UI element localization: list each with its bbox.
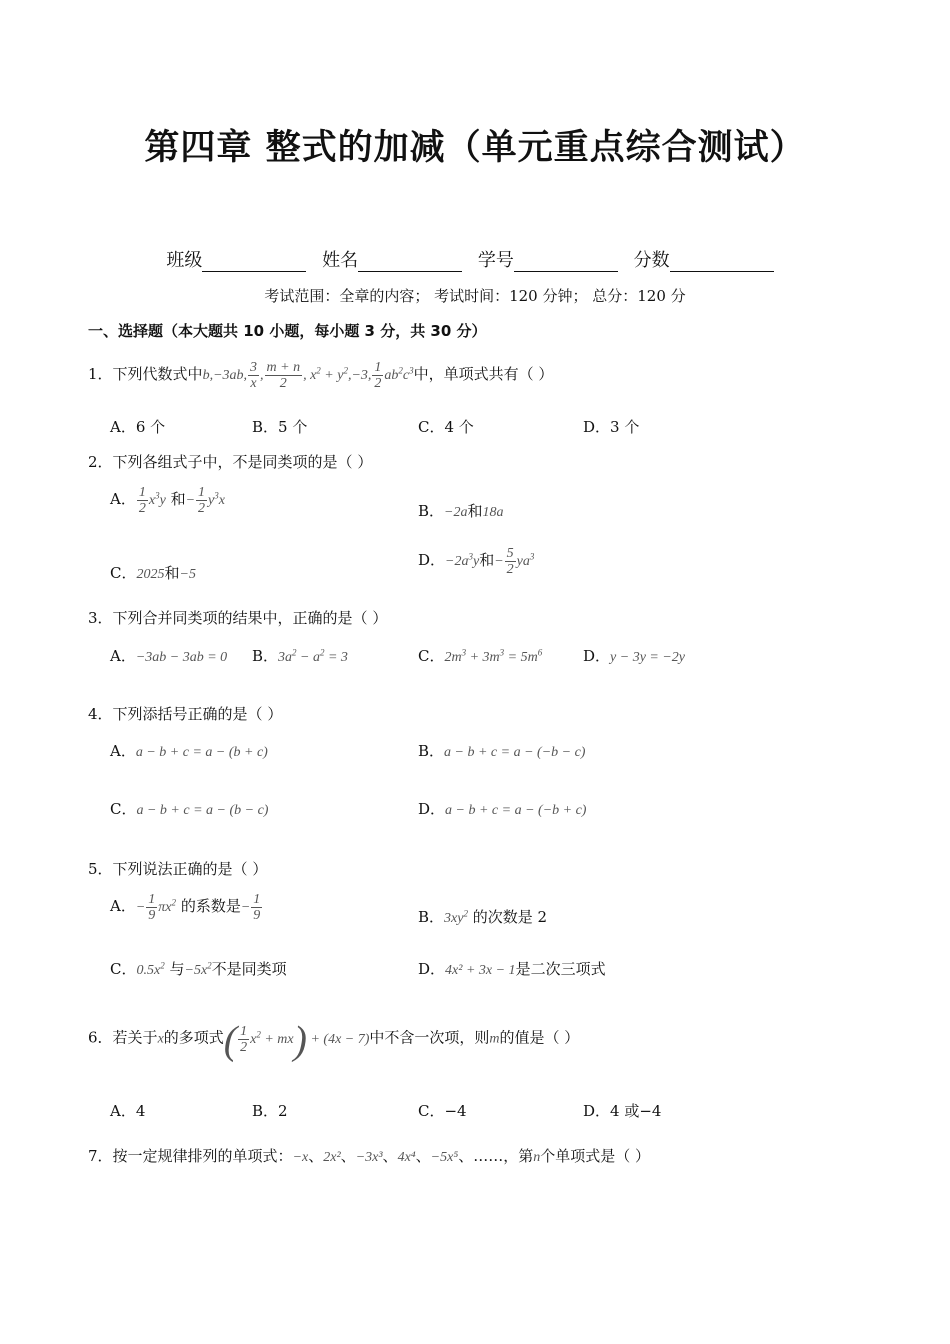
q7-term: −x bbox=[292, 1150, 309, 1165]
q6-mid: 的多项式 bbox=[163, 1028, 224, 1047]
q7-term: −5x⁵ bbox=[430, 1150, 459, 1165]
q6-option-d[interactable] bbox=[583, 1100, 661, 1121]
q5-a-label: A． bbox=[110, 897, 136, 916]
q6-option-a[interactable]: A．4 bbox=[110, 1102, 146, 1120]
q5-c-expr1: 0.5x bbox=[136, 963, 161, 978]
q6-d-label: D．4 或 bbox=[583, 1102, 640, 1120]
q6-m: m bbox=[489, 1031, 500, 1047]
q4-option-a[interactable] bbox=[110, 740, 268, 761]
q4-b-expr: a − b + c = a − (−b − c) bbox=[444, 745, 586, 760]
q4-d-expr: a − b + c = a − (−b + c) bbox=[445, 803, 587, 818]
q2-c-label: C． bbox=[110, 564, 137, 582]
q4-d-label: D． bbox=[418, 800, 446, 818]
q5-c-expr2: −5x bbox=[184, 963, 208, 978]
q6-c-value: −4 bbox=[444, 1102, 467, 1120]
q2-option-a[interactable]: A． $\frac{1}{2}$ $x^3y$ 和− $\frac{1}{2}$ $y^3x$ bbox=[110, 485, 225, 517]
q4-option-b[interactable] bbox=[418, 740, 585, 761]
q7-sep: 、 bbox=[458, 1147, 474, 1165]
q3-d-label: D． bbox=[583, 647, 611, 665]
q3-c-label: C． bbox=[418, 647, 445, 665]
q6-end: 的值是（ ） bbox=[499, 1028, 580, 1047]
name-label: 姓名 bbox=[322, 250, 359, 271]
q3-option-b[interactable]: B．$3a^2 - a^2 = 3$ bbox=[252, 647, 348, 665]
q2-d-and: 和 bbox=[479, 551, 495, 570]
q3-b-label: B． bbox=[252, 647, 279, 665]
question-6 bbox=[88, 1016, 579, 1063]
q4-option-c[interactable] bbox=[110, 798, 268, 819]
q7-term: 2x² bbox=[323, 1150, 341, 1165]
question-3: 3．下列合并同类项的结果中，正确的是（ ） bbox=[88, 609, 388, 627]
question-5: 5．下列说法正确的是（ ） bbox=[88, 860, 268, 878]
id-blank[interactable] bbox=[514, 253, 618, 272]
q7-sep: 、 bbox=[340, 1147, 356, 1165]
q5-c-label: C． bbox=[110, 960, 137, 978]
class-blank[interactable] bbox=[202, 253, 306, 272]
q2-c-expr1: 2025 bbox=[136, 567, 165, 582]
q5-option-d[interactable] bbox=[418, 958, 606, 979]
q2-a-label: A． bbox=[110, 490, 136, 509]
q5-c-text: 不是同类项 bbox=[211, 960, 287, 978]
q7-sep: 、 bbox=[382, 1147, 398, 1165]
q3-d-expr: y − 3y = −2y bbox=[610, 650, 686, 665]
q6-post: 中不含一次项，则 bbox=[369, 1028, 490, 1047]
q6-option-c[interactable] bbox=[418, 1100, 467, 1121]
q1-option-c[interactable]: C．4 个 bbox=[418, 418, 474, 436]
score-label: 分数 bbox=[633, 250, 670, 271]
q6-option-b[interactable]: B．2 bbox=[252, 1102, 288, 1120]
q2-c-and: 和 bbox=[164, 564, 180, 582]
q6-var: x bbox=[157, 1031, 164, 1047]
q5-c-and: 与 bbox=[169, 960, 185, 978]
q7-post: 个单项式是（ ） bbox=[540, 1147, 651, 1165]
q5-b-label: B． bbox=[418, 908, 445, 926]
q5-option-c[interactable]: C．$0.5x^2$ 与$-5x^2$不是同类项 bbox=[110, 960, 287, 978]
q4-a-expr: a − b + c = a − (b + c) bbox=[135, 745, 268, 760]
q4-c-expr: a − b + c = a − (b − c) bbox=[136, 803, 269, 818]
q2-option-b[interactable] bbox=[418, 500, 504, 521]
q1-num: 1． bbox=[88, 365, 113, 384]
name-blank[interactable] bbox=[358, 253, 462, 272]
q2-b-and: 和 bbox=[467, 502, 483, 520]
q6-expr: ( $\frac{1}{2}$ $x^2 + mx) + (4x - 7)$ bbox=[223, 1017, 370, 1062]
q7-sep: 、 bbox=[415, 1147, 431, 1165]
class-label: 班级 bbox=[166, 250, 203, 271]
q1-option-b[interactable]: B．5 个 bbox=[252, 418, 308, 436]
student-info-row bbox=[0, 246, 950, 272]
q5-d-label: D． bbox=[418, 960, 446, 978]
q4-option-d[interactable] bbox=[418, 798, 586, 819]
q2-b-expr2: 18a bbox=[482, 505, 504, 520]
score-blank[interactable] bbox=[670, 253, 774, 272]
section-title: 一、选择题（本大题共 10 小题，每小题 3 分，共 30 分） bbox=[88, 322, 487, 340]
q2-b-label: B． bbox=[418, 502, 445, 520]
q3-a-label: A． bbox=[110, 647, 136, 665]
exam-info: 考试范围：全章的内容； 考试时间：120 分钟； 总分：120 分 bbox=[264, 287, 686, 305]
id-label: 学号 bbox=[477, 250, 514, 271]
q5-b-text: 的次数是 2 bbox=[472, 908, 548, 926]
q3-option-d[interactable] bbox=[583, 645, 685, 666]
q2-a-and: 和 bbox=[170, 490, 186, 509]
q4-a-label: A． bbox=[110, 742, 136, 760]
q5-d-expr: 4x² + 3x − 1 bbox=[445, 963, 516, 978]
question-7 bbox=[88, 1145, 650, 1166]
q5-d-text: 是二次三项式 bbox=[515, 960, 606, 978]
q3-a-expr: −3ab − 3ab = 0 bbox=[135, 650, 228, 665]
question-2: 2．下列各组式子中，不是同类项的是（ ） bbox=[88, 453, 373, 471]
q1-post: 中，单项式共有（ ） bbox=[413, 365, 554, 384]
q2-c-expr2: −5 bbox=[179, 567, 196, 582]
q7-pre: 按一定规律排列的单项式： bbox=[112, 1147, 293, 1165]
q4-b-label: B． bbox=[418, 742, 445, 760]
q7-sep: 、 bbox=[308, 1147, 324, 1165]
q7-term: −3x³ bbox=[355, 1150, 383, 1165]
q7-dots: ……，第 bbox=[473, 1147, 534, 1165]
q3-option-a[interactable] bbox=[110, 645, 227, 666]
question-4: 4．下列添括号正确的是（ ） bbox=[88, 705, 283, 723]
q1-pre: 下列代数式中 bbox=[112, 365, 203, 384]
q4-c-label: C． bbox=[110, 800, 137, 818]
q1-expr: b,−3ab, $\frac{3}{x}$ , $\frac{m + n}{2}$ , $x^2 + y^2,-3$, $\frac{1}{2}$ $ab^2c^3$ bbox=[202, 360, 414, 392]
q7-n: n bbox=[533, 1150, 541, 1165]
q5-a-text: 的系数是 bbox=[180, 897, 241, 916]
q6-pre: 若关于 bbox=[112, 1028, 158, 1047]
q2-option-d[interactable]: D．$-2a^3y$和− $\frac{5}{2}$ $ya^3$ bbox=[418, 546, 535, 578]
q1-option-d[interactable]: D．3 个 bbox=[583, 418, 640, 436]
q2-b-expr1: −2a bbox=[444, 505, 468, 520]
q2-d-label: D． bbox=[418, 551, 446, 570]
page-title: 第四章 整式的加减（单元重点综合测试） bbox=[144, 128, 806, 168]
q5-option-b[interactable]: B．$3xy^2$ 的次数是 2 bbox=[418, 908, 548, 926]
q6-c-label: C． bbox=[418, 1102, 445, 1120]
q1-option-a[interactable]: A．6 个 bbox=[110, 418, 166, 436]
q7-term: 4x⁴ bbox=[397, 1150, 416, 1165]
q6-num: 6． bbox=[88, 1028, 113, 1047]
q5-option-a[interactable]: A．− $\frac{1}{9}$ $\pi x^2$ 的系数是− $\frac{1}{9}$ bbox=[110, 892, 261, 924]
q7-num: 7． bbox=[88, 1147, 113, 1165]
q6-d-value: −4 bbox=[639, 1102, 662, 1120]
q2-option-c[interactable] bbox=[110, 562, 196, 583]
q3-option-c[interactable]: C．$2m^3 + 3m^3 = 5m^6$ bbox=[418, 647, 543, 665]
question-1 bbox=[88, 360, 553, 392]
